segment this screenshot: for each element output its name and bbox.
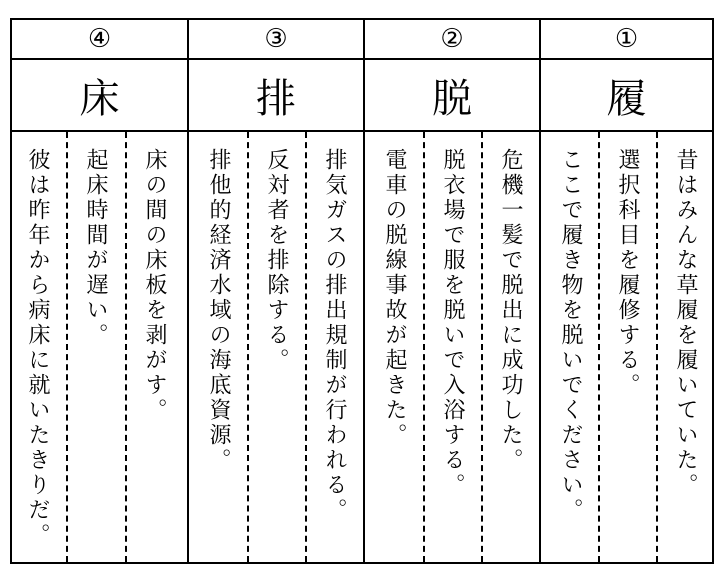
example-sentence: 選択科目を履修する。 — [598, 132, 656, 562]
example-sentence: 起床時間が遅い。 — [66, 132, 124, 562]
column-kanji: 脱 — [365, 60, 539, 132]
column-2 — [363, 20, 539, 562]
column-number: ③ — [189, 20, 363, 60]
example-sentence: ここで履き物を脱いでください。 — [558, 148, 583, 523]
example-sentence: 脱衣場で服を脱いで入浴する。 — [423, 132, 481, 562]
column-1 — [539, 20, 712, 562]
column-kanji: 履 — [541, 60, 712, 132]
example-sentence: 電車の脱線事故が起きた。 — [382, 148, 407, 448]
column-kanji: 床 — [12, 60, 187, 132]
column-number: ① — [541, 20, 712, 60]
column-3 — [187, 20, 363, 562]
sentence-group — [365, 132, 539, 562]
example-sentence: 排他的経済水域の海底資源。 — [206, 148, 231, 473]
sentence-group — [189, 132, 363, 562]
sentence-group — [12, 132, 187, 562]
kanji-worksheet — [10, 18, 714, 564]
column-4 — [12, 20, 187, 562]
example-sentence: 反対者を排除する。 — [247, 132, 305, 562]
example-sentence: 排気ガスの排出規制が行われる。 — [305, 132, 363, 562]
column-number: ④ — [12, 20, 187, 60]
example-sentence: 昔はみんな草履を履いていた。 — [656, 132, 714, 562]
example-sentence: 彼は昨年から病床に就いたきりだ。 — [25, 148, 50, 548]
column-kanji: 排 — [189, 60, 363, 132]
example-sentence: 床の間の床板を剥がす。 — [125, 132, 183, 562]
example-sentence: 危機一髪で脱出に成功した。 — [481, 132, 539, 562]
column-number: ② — [365, 20, 539, 60]
sentence-group — [541, 132, 712, 562]
